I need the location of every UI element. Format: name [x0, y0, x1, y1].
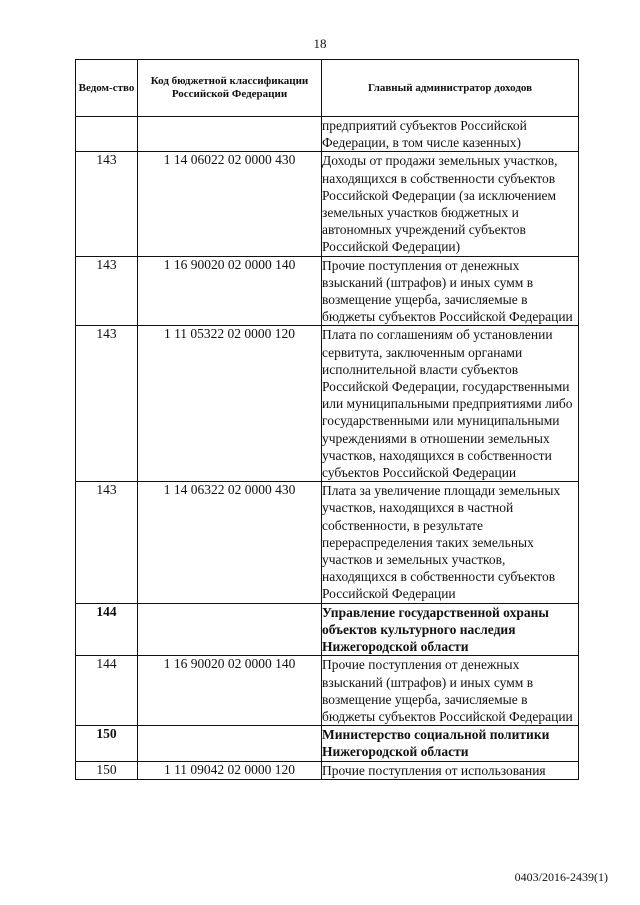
- table-row: [76, 603, 579, 656]
- code-cell: 1 11 05322 02 0000 120: [138, 326, 322, 482]
- page-number: 18: [313, 36, 327, 51]
- dept-cell: 143: [76, 256, 138, 326]
- dept-cell: 150: [76, 761, 138, 779]
- admin-cell: предприятий субъектов Российской Федерации, в том числе казенных): [322, 117, 579, 152]
- dept-cell: [76, 117, 138, 152]
- dept-cell: 143: [76, 152, 138, 256]
- table-row: [76, 482, 579, 603]
- code-cell: [138, 726, 322, 761]
- header-dept: Ведом-ство: [76, 60, 138, 117]
- document-code: 0403/2016-2439(1): [514, 870, 608, 884]
- table-row: [76, 761, 579, 779]
- header-code: Код бюджетной классификации Российской Федерации: [138, 60, 322, 117]
- code-cell: 1 11 09042 02 0000 120: [138, 761, 322, 779]
- dept-cell: 144: [76, 656, 138, 726]
- table-header-row: [76, 60, 579, 117]
- admin-cell: Прочие поступления от денежных взысканий (штрафов) и иных сумм в возмещение ущерба, зачисляемые в бюджеты субъектов Российской Федерации: [322, 656, 579, 726]
- admin-cell: Прочие поступления от использования: [322, 761, 579, 779]
- code-cell: 1 16 90020 02 0000 140: [138, 656, 322, 726]
- code-cell: 1 14 06022 02 0000 430: [138, 152, 322, 256]
- table-row: [76, 726, 579, 761]
- table-row: [76, 656, 579, 726]
- admin-cell: Доходы от продажи земельных участков, находящихся в собственности субъектов Российской Федерации (за исключением земельных участков бюджетных и автономных учреждений субъектов Российской Федерации): [322, 152, 579, 256]
- dept-cell: 150: [76, 726, 138, 761]
- dept-cell: 144: [76, 603, 138, 656]
- admin-cell: Министерство социальной политики Нижегородской области: [322, 726, 579, 761]
- code-cell: 1 16 90020 02 0000 140: [138, 256, 322, 326]
- admin-cell: Прочие поступления от денежных взысканий (штрафов) и иных сумм в возмещение ущерба, зачисляемые в бюджеты субъектов Российской Федерации: [322, 256, 579, 326]
- dept-cell: 143: [76, 326, 138, 482]
- admin-cell: Управление государственной охраны объектов культурного наследия Нижегородской области: [322, 603, 579, 656]
- table-row: [76, 117, 579, 152]
- dept-cell: 143: [76, 482, 138, 603]
- admin-cell: Плата за увеличение площади земельных участков, находящихся в частной собственности, в результате перераспределения таких земельных участков и земельных участков, находящихся в собственности субъектов Российской Федерации: [322, 482, 579, 603]
- code-cell: 1 14 06322 02 0000 430: [138, 482, 322, 603]
- table-row: [76, 256, 579, 326]
- code-cell: [138, 117, 322, 152]
- table-row: [76, 326, 579, 482]
- budget-classification-table: [75, 59, 579, 780]
- admin-cell: Плата по соглашениям об установлении сервитута, заключенным органами исполнительной власти субъектов Российской Федерации, государственными или муниципальными предприятиями либо государственными или муниципальными учреждениями в отношении земельных участков, находящихся в собственности субъектов Российской Федерации: [322, 326, 579, 482]
- table-row: [76, 152, 579, 256]
- header-admin: Главный администратор доходов: [322, 60, 579, 117]
- code-cell: [138, 603, 322, 656]
